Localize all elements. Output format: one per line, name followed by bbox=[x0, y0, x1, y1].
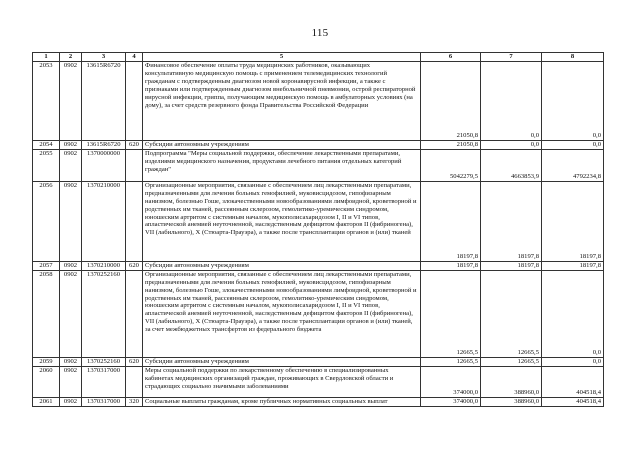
amount-year-2: 0,0 bbox=[481, 141, 542, 150]
expense-type-code bbox=[126, 149, 143, 181]
section-code: 0902 bbox=[60, 141, 82, 150]
column-header: 6 bbox=[421, 53, 481, 62]
amount-year-1: 12665,5 bbox=[421, 357, 481, 366]
expense-type-code: 620 bbox=[126, 261, 143, 270]
amount-year-3: 4792234,8 bbox=[542, 149, 604, 181]
expense-type-code: 620 bbox=[126, 357, 143, 366]
amount-year-3: 0,0 bbox=[542, 357, 604, 366]
expense-type-code bbox=[126, 270, 143, 357]
section-code: 0902 bbox=[60, 366, 82, 397]
table-row bbox=[33, 366, 604, 397]
amount-year-2: 12665,5 bbox=[481, 270, 542, 357]
section-code: 0902 bbox=[60, 181, 82, 261]
column-header: 2 bbox=[60, 53, 82, 62]
target-article-code: 1370317000 bbox=[82, 397, 126, 406]
amount-year-3: 404518,4 bbox=[542, 366, 604, 397]
amount-year-1: 21050,8 bbox=[421, 62, 481, 141]
amount-year-3: 18197,8 bbox=[542, 261, 604, 270]
row-number: 2057 bbox=[33, 261, 60, 270]
section-code: 0902 bbox=[60, 62, 82, 141]
target-article-code: 1370317000 bbox=[82, 366, 126, 397]
amount-year-3: 0,0 bbox=[542, 270, 604, 357]
amount-year-1: 18197,8 bbox=[421, 181, 481, 261]
table-row bbox=[33, 397, 604, 406]
amount-year-2: 0,0 bbox=[481, 62, 542, 141]
expense-type-code bbox=[126, 62, 143, 141]
column-header: 8 bbox=[542, 53, 604, 62]
row-description: Субсидии автономным учреждениям bbox=[143, 357, 421, 366]
target-article-code: 1370252160 bbox=[82, 270, 126, 357]
amount-year-2: 18197,8 bbox=[481, 261, 542, 270]
table-row bbox=[33, 62, 604, 141]
section-code: 0902 bbox=[60, 261, 82, 270]
table-row bbox=[33, 261, 604, 270]
row-number: 2058 bbox=[33, 270, 60, 357]
column-header: 5 bbox=[143, 53, 421, 62]
row-description: Подпрограмма "Меры социальной поддержки, обеспечение лекарственными препаратами, изделиями медицинского назначения, продуктами лечебного питания отдельных категорий граждан" bbox=[143, 149, 421, 181]
column-header: 3 bbox=[82, 53, 126, 62]
row-description: Меры социальной поддержки по лекарственному обеспечению в специализированных кабинетах медицинских организаций граждан, проживающих в Свердловской области и страдающих социально значимыми заболеваниями bbox=[143, 366, 421, 397]
row-description: Организационные мероприятия, связанные с обеспечением лиц лекарственными препаратами, предназначенными для лечения больных гемофилией, муковисцидозом, гипофизарным нанизмом, болезнью Гоше, злокачественными новообразованиями лимфоидной, кроветворной и родственных им тканей, рассеянным склерозом, гемолитико-уремическим синдромом, юношеским артритом с системным началом, мукополисахаридозом I, II и VI типов, апластической анемией неуточненной, наследственным дефицитом факторов II (фибриногена), VII (лабильного), X (Стюарта-Прауэра), а также после трансплантации органов и (или) тканей bbox=[143, 181, 421, 261]
amount-year-3: 18197,8 bbox=[542, 181, 604, 261]
amount-year-2: 18197,8 bbox=[481, 181, 542, 261]
target-article-code: 1370210000 bbox=[82, 261, 126, 270]
amount-year-2: 388960,0 bbox=[481, 366, 542, 397]
amount-year-2: 4663853,9 bbox=[481, 149, 542, 181]
expense-type-code bbox=[126, 366, 143, 397]
row-number: 2061 bbox=[33, 397, 60, 406]
row-description: Социальные выплаты гражданам, кроме публичных нормативных социальных выплат bbox=[143, 397, 421, 406]
expense-type-code bbox=[126, 181, 143, 261]
amount-year-3: 0,0 bbox=[542, 62, 604, 141]
row-description: Субсидии автономным учреждениям bbox=[143, 141, 421, 150]
table-row bbox=[33, 149, 604, 181]
section-code: 0902 bbox=[60, 270, 82, 357]
section-code: 0902 bbox=[60, 149, 82, 181]
amount-year-3: 0,0 bbox=[542, 141, 604, 150]
row-number: 2055 bbox=[33, 149, 60, 181]
section-code: 0902 bbox=[60, 397, 82, 406]
target-article-code: 13615R6720 bbox=[82, 141, 126, 150]
target-article-code: 13615R6720 bbox=[82, 62, 126, 141]
column-header: 1 bbox=[33, 53, 60, 62]
amount-year-1: 21050,8 bbox=[421, 141, 481, 150]
target-article-code: 1370252160 bbox=[82, 357, 126, 366]
expense-type-code: 620 bbox=[126, 141, 143, 150]
target-article-code: 1370210000 bbox=[82, 181, 126, 261]
amount-year-1: 18197,8 bbox=[421, 261, 481, 270]
row-number: 2060 bbox=[33, 366, 60, 397]
page-number: 115 bbox=[311, 27, 329, 39]
table-header-row bbox=[33, 53, 604, 62]
table-row bbox=[33, 141, 604, 150]
row-number: 2059 bbox=[33, 357, 60, 366]
expense-type-code: 320 bbox=[126, 397, 143, 406]
row-description: Организационные мероприятия, связанные с обеспечением лиц лекарственными препаратами, предназначенными для лечения больных гемофилией, муковисцидозом, гипофизарным нанизмом, болезнью Гоше, злокачественными новообразованиями лимфоидной, кроветворной и родственных им тканей, рассеянным склерозом, гемолитико-уремическим синдромом, юношеским артритом с системным началом, мукополисахаридозом I, II и VI типов, апластической анемией неуточненной, наследственным дефицитом факторов II (фибриногена), VII (лабильного), X (Стюарта-Прауэра), а также после трансплантации органов и (или) тканей, за счет межбюджетных трансфертов из федерального бюджета bbox=[143, 270, 421, 357]
row-number: 2053 bbox=[33, 62, 60, 141]
row-description: Финансовое обеспечение оплаты труда медицинских работников, оказывающих консультативную медицинскую помощь с применением телемедицинских технологий гражданам с подтвержденным диагнозом новой коронавирусной инфекции, а также с признаками или подтвержденным диагнозом внебольничной пневмонии, острой респираторной вирусной инфекции, гриппа, получающим медицинскую помощь в амбулаторных условиях (на дому), за счет средств резервного фонда Правительства Российской Федерации bbox=[143, 62, 421, 141]
amount-year-2: 12665,5 bbox=[481, 357, 542, 366]
table-row bbox=[33, 181, 604, 261]
row-number: 2054 bbox=[33, 141, 60, 150]
amount-year-3: 404518,4 bbox=[542, 397, 604, 406]
section-code: 0902 bbox=[60, 357, 82, 366]
table-row bbox=[33, 270, 604, 357]
column-header: 4 bbox=[126, 53, 143, 62]
amount-year-1: 374000,0 bbox=[421, 397, 481, 406]
table-row bbox=[33, 357, 604, 366]
column-header: 7 bbox=[481, 53, 542, 62]
row-description: Субсидии автономным учреждениям bbox=[143, 261, 421, 270]
amount-year-1: 12665,5 bbox=[421, 270, 481, 357]
row-number: 2056 bbox=[33, 181, 60, 261]
target-article-code: 1370000000 bbox=[82, 149, 126, 181]
amount-year-1: 5042279,5 bbox=[421, 149, 481, 181]
amount-year-2: 388960,0 bbox=[481, 397, 542, 406]
budget-table bbox=[32, 52, 604, 407]
amount-year-1: 374000,0 bbox=[421, 366, 481, 397]
